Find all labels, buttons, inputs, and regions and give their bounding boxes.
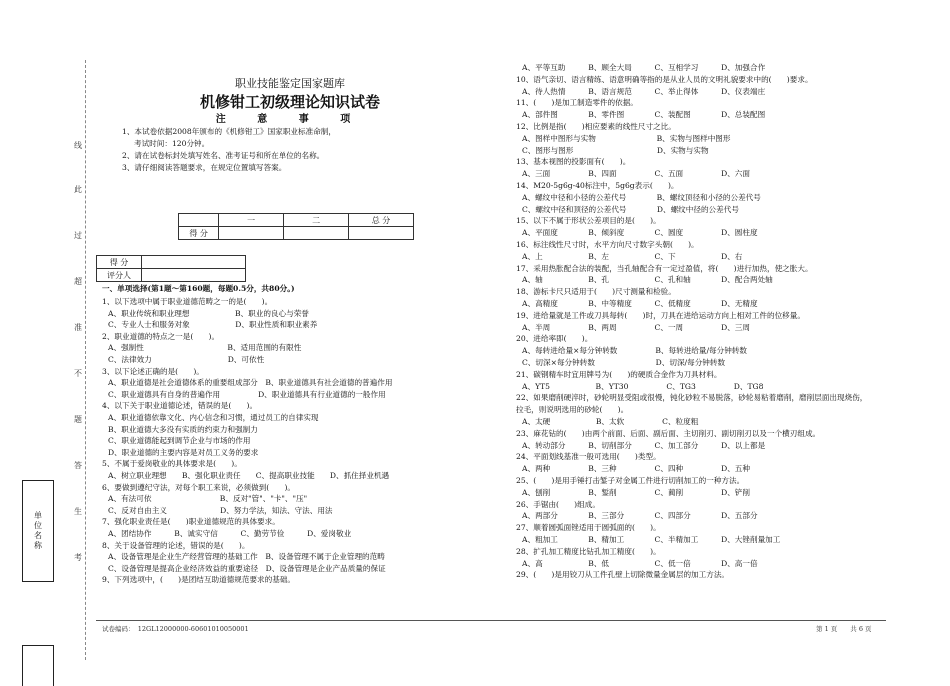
answer-options: A、高 B、低 C、低一倍 D、高一倍 [522,558,758,568]
exam-title: 机修钳工初级理论知识试卷 [199,93,380,111]
question-text: 11、( )是加工制造零件的依据。 [516,98,638,108]
question-text: 15、以下不属于形状公差项目的是( )。 [516,216,661,226]
answer-options: A、树立职业理想 B、强化职业责任 C、提高职业技能 D、抓住择业机遇 [108,471,390,480]
answer-options: C、设备管理是提高企业经济效益的重要途径 D、设备管理是企业产品质量的保证 [108,563,386,573]
grader-score-label: 得 分 [97,256,142,269]
answer-options: A、有法可依 B、反对"管"、"卡"、"压" [108,494,308,504]
note-3: 3、请仔细阅读答题要求，在规定位置填写答案。 [122,163,287,172]
question-text: 20、进给率即( )。 [516,334,593,344]
question-text: 23、麻花钻的( )由两个前面、后面、副后面、主切削刃、副切削刃以及一个横刃组成。 [516,428,821,438]
answer-options: C、螺纹中径和顶径的公差代号 D、螺纹中径的公差代号 [522,204,739,214]
exam-code: 试卷编码： 12GL12000000-60601010050001 [102,625,249,633]
answer-options: A、YT5 B、YT30 C、TG3 D、TG8 [522,381,764,391]
answer-options: A、每转进给量×每分钟转数 B、每转进给量/每分钟转数 [522,346,748,356]
answer-options: A、上 B、左 C、下 D、右 [522,251,743,261]
answer-options: A、部件图 B、零件图 C、装配图 D、总装配图 [522,110,766,120]
exam-bank-title: 职业技能鉴定国家题库 [235,77,345,90]
answer-options: A、强制性 B、适用范围的有限性 [108,343,302,353]
answer-options: A、设备管理是企业生产经营管理的基础工作 B、设备管理不属于企业管理的范畴 [108,552,385,562]
answer-options: C、图形与图形 D、实物与实物 [522,145,709,155]
margin-label: 线 [74,141,82,150]
question-text: 29、( )是用铰刀从工件孔壁上切除微量金属层的加工方法。 [516,570,730,580]
answer-options: C、职业道德具有自身的普遍作用 D、职业道德具有行业道德的一般作用 [108,389,386,399]
answer-options: A、两种 B、三种 C、四种 D、五种 [522,464,750,474]
margin-label: 不 [74,369,82,378]
score-header-blank [179,214,219,227]
question-text: 1、以下选项中属于职业道德范畴之一的是( )。 [102,297,273,306]
answer-options: A、职业道德依靠文化、内心信念和习惯，通过员工的自律实现 [108,413,319,422]
answer-options: A、团结协作 B、诚实守信 C、勤劳节俭 D、爱岗敬业 [108,529,352,538]
note-2: 2、请在试卷标封处填写姓名、准考证号和所在单位的名称。 [122,151,325,160]
question-text: 28、扩孔加工精度比钻孔加工精度( )。 [516,546,661,556]
page-number: 第 1 页 共 6 页 [816,625,872,633]
question-text: 21、碳钢精车时宜用牌号为( )的硬质合金作为刀具材料。 [516,369,722,379]
margin-label: 准 [74,323,82,332]
question-text: 10、语气亲切、语言精练、语意明确等指的是从业人员的文明礼貌要求中的( )要求。 [516,74,813,84]
note-1b: 考试时间：120分钟。 [134,139,210,148]
margin-label: 过 [74,231,82,240]
grader-score-cell[interactable] [142,256,246,269]
score-cell-1[interactable] [219,227,284,240]
score-cell-2[interactable] [284,227,349,240]
question-text: 4、以下关于职业道德论述，错误的是( )。 [102,401,258,411]
margin-label: 考 [74,553,82,562]
answer-options: B、职业道德大多没有实质的约束力和强制力 [108,424,258,434]
answer-options: A、待人热情 B、语言规范 C、举止得体 D、仪表端庄 [522,86,766,96]
question-text: 22、如果磨削硬淬时，砂轮明显受阻或很慢，钝化砂粒不易脱落，砂轮易粘着磨削，磨削层面出现烧伤， [516,393,868,403]
answer-options: A、高精度 B、中等精度 C、低精度 D、无精度 [522,299,758,308]
question-text: 17、采用热胀配合法的装配，当孔轴配合有一定过盈值，将( )进行加热，使之胀大。 [516,263,813,273]
question-text: 13、基本视图的投影面有( )。 [516,157,631,167]
margin-label: 生 [74,507,82,516]
grader-table [96,255,246,282]
answer-options: A、半周 B、两周 C、一周 D、三周 [522,322,750,332]
question-text: 19、进给量就是工件或刀具每转( )时，刀具在进给运动方向上相对工件的位移量。 [516,310,805,320]
score-header-2: 二 [284,214,349,227]
unit-name-box [22,480,54,582]
answer-options: A、职业传统和职业理想 B、职业的良心与荣誉 [108,308,309,318]
answer-options: A、转动部分 B、切削部分 C、加工部分 D、以上都是 [522,440,766,450]
answer-options: A、螺纹中径和小径的公差代号 B、螺纹顶径和小径的公差代号 [522,192,761,202]
seal-dashed-line [85,60,86,660]
score-table [178,213,414,240]
question-text: 25、( )是用手锤打击錾子对金属工件进行切削加工的一种方法。 [516,476,745,485]
answer-options: C、反对自由主义 D、努力学法，知法、守法、用法 [108,505,333,515]
answer-options: A、粗加工 B、精加工 C、半精加工 D、大锉削量加工 [522,535,781,544]
question-text: 14、M20-5g6g-40标注中，5g6g表示( )。 [516,181,679,190]
score-header-1: 一 [219,214,284,227]
answer-options: A、太硬 B、太软 C、粒度粗 [522,417,699,426]
answer-options: C、专业人士和服务对象 D、职业性质和职业素养 [108,320,318,330]
answer-options: A、刨削 B、錾削 C、蔺削 D、铲削 [522,487,750,497]
answer-options: A、平面度 B、倾斜度 C、圆度 D、圆柱度 [522,228,758,238]
question-text: 26、手锯由( )组成。 [516,499,600,509]
answer-options: A、职业道德是社会道德体系的重要组成部分 B、职业道德具有社会道德的普遍作用 [108,378,393,388]
notice-title: 注 意 事 项 [215,114,365,125]
margin-label: 超 [74,277,82,286]
question-text: 16、标注线性尺寸时，水平方向尺寸数字头朝( )。 [516,240,699,249]
question-text: 拉毛，则说明选用的砂轮( )。 [516,405,629,415]
answer-options: D、职业道德的主要内容是对员工义务的要求 [108,447,259,457]
question-text: 8、关于设备管理的论述，错误的是( )。 [102,540,250,550]
score-cell-total[interactable] [349,227,414,240]
answer-options: C、法律效力 D、可依性 [108,355,265,364]
margin-label: 此 [74,185,82,194]
answer-options: A、两部分 B、三部分 C、四部分 D、五部分 [522,511,758,521]
question-text: 5、不属于爱岗敬业的具体要求是( )。 [102,459,242,469]
unit-name-label: 单位名称 [34,511,42,550]
margin-label: 答 [74,461,82,470]
question-text: 27、顺着圆弧面锉适用于圆弧面的( )。 [516,523,661,533]
question-text: 9、下列选项中，( )是团结互助道德规范要求的基础。 [102,575,296,585]
note-1: 1、本试卷依据2008年颁布的《机修钳工》国家职业标准命制， [122,127,336,136]
answer-options: C、切深×每分钟转数 D、切深/每分钟转数 [522,358,726,367]
answer-options: A、三面 B、四面 C、五面 D、六面 [522,169,750,179]
question-text: 12、比例是指( )相应要素的线性尺寸之比。 [516,122,676,131]
question-text: 3、以下论述正确的是( )。 [102,366,204,376]
footer-rule [96,620,886,621]
score-header-total: 总 分 [349,214,414,227]
grader-name-cell[interactable] [142,269,246,282]
question-text: 7、强化职业责任是( )职业道德规范的具体要求。 [102,517,280,527]
side-box-lower [22,645,54,686]
answer-options: A、图样中图形与实物 B、实物与图样中图形 [522,133,731,143]
answer-options: A、平等互助 B、顾全大局 C、互相学习 D、加强合作 [522,63,766,72]
question-text: 2、职业道德的特点之一是( )。 [102,331,220,341]
answer-options: C、职业道德能起到调节企业与市场的作用 [108,436,251,446]
question-text: 24、平面划线基准一般可选用( )类型。 [516,452,661,462]
score-row-label: 得 分 [179,227,219,240]
section-title: 一、单项选择(第1题～第160题，每题0.5分，共80分。) [102,284,295,293]
question-text: 18、游标卡尺只适用于( )尺寸测量和检验。 [516,287,676,297]
grader-name-label: 评分人 [97,269,142,282]
question-text: 6、要做到遵纪守法，对每个职工来说，必须做到( )。 [102,482,296,492]
answer-options: A、轴 B、孔 C、孔和轴 D、配合两处轴 [522,275,773,285]
margin-label: 题 [74,415,82,424]
